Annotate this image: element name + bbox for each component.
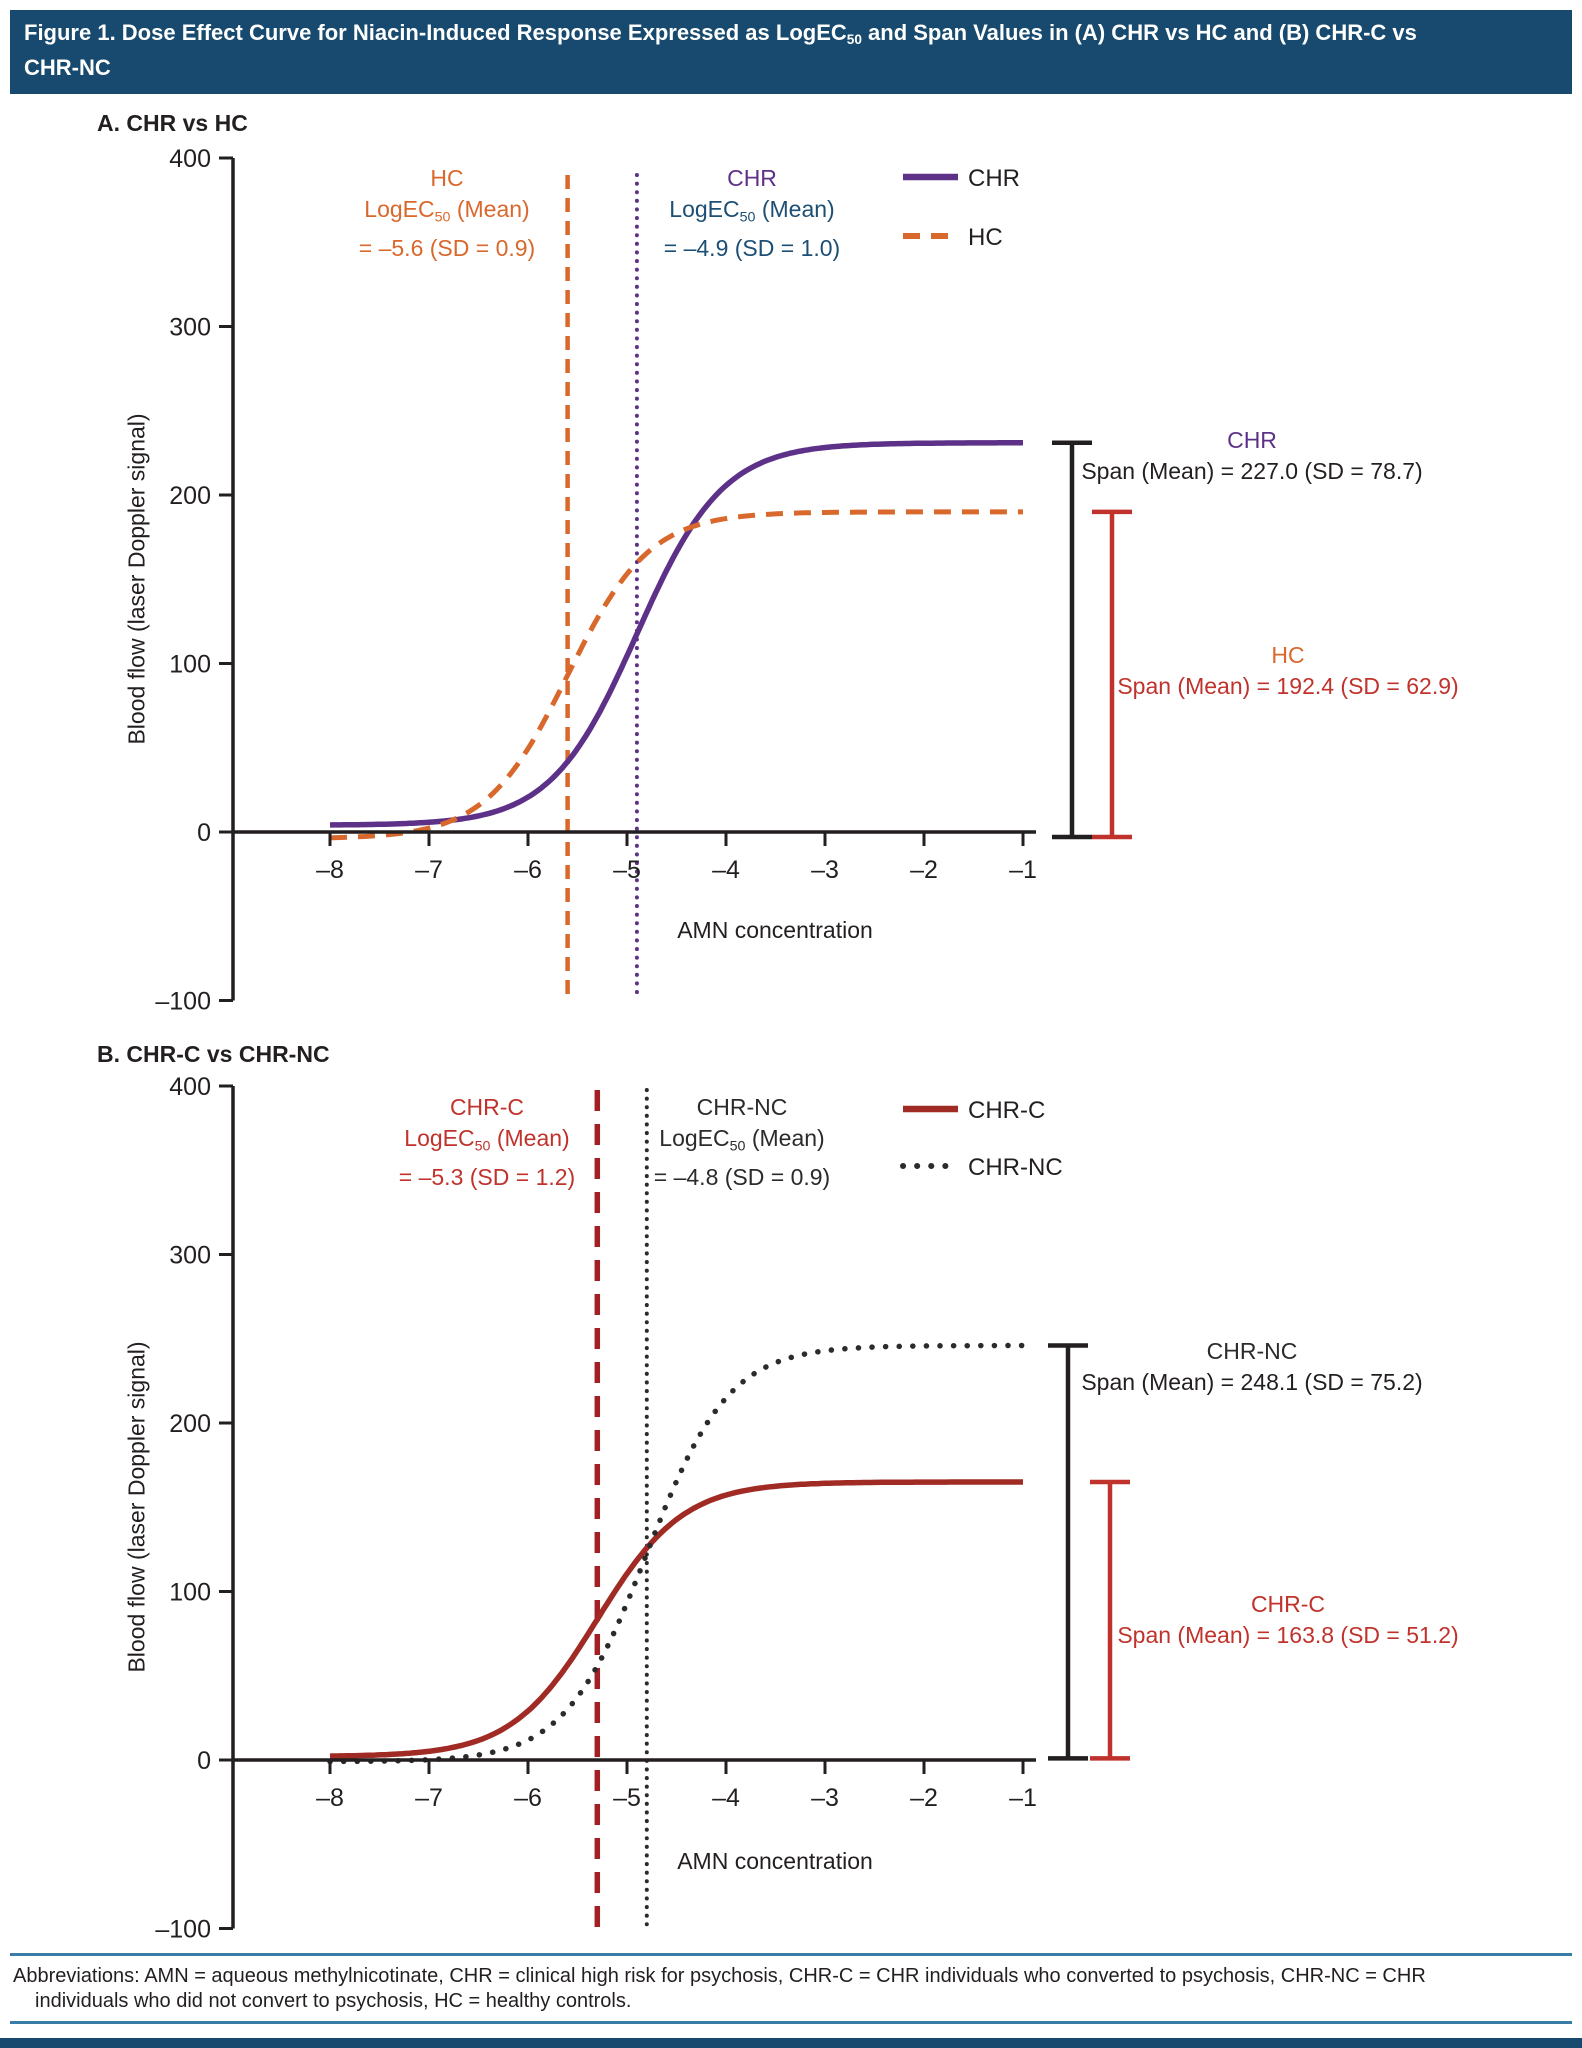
y-tick-label: 200	[169, 1410, 211, 1438]
y-tick-label: 300	[169, 313, 211, 342]
x-tick-label: –3	[811, 1784, 839, 1812]
annotation-line: = –5.3 (SD = 1.2)	[398, 1164, 576, 1191]
x-tick-label: –8	[316, 856, 344, 884]
curve-HC	[330, 512, 1023, 838]
annotation-title: CHR-C	[449, 1094, 525, 1120]
x-tick-label: –3	[811, 856, 839, 884]
footer-top-rule	[10, 1953, 1572, 1956]
y-tick-label: –100	[155, 987, 211, 1016]
y-tick-label: 0	[197, 819, 211, 847]
annotation-title: CHR	[727, 165, 777, 191]
panel-b-chrc-span-annotation	[1117, 1589, 1458, 1651]
panel-b-chrnc-span-annotation	[1081, 1336, 1422, 1398]
annotation-line: Span (Mean) = 192.4 (SD = 62.9)	[1117, 673, 1459, 699]
x-tick-label: –7	[415, 856, 443, 884]
panel-b-chrc-logec50-annotation	[399, 1092, 575, 1193]
panel-a-y-axis-label: Blood flow (laser Doppler signal)	[123, 413, 150, 745]
panel-a-title: A. CHR vs HC	[97, 110, 248, 136]
annotation-line: LogEC50 (Mean)	[404, 1125, 570, 1155]
curve-CHR-NC	[330, 1346, 1023, 1762]
annotation-title: HC	[430, 165, 464, 191]
annotation-title: CHR-NC	[1206, 1338, 1298, 1364]
x-tick-label: –7	[415, 1784, 443, 1812]
y-tick-label: 100	[169, 650, 211, 679]
annotation-line: LogEC50 (Mean)	[659, 1125, 825, 1155]
annotation-title: CHR	[1227, 427, 1277, 453]
x-tick-label: –6	[514, 1784, 542, 1812]
legend-label-HC: HC	[968, 224, 1003, 251]
annotation-line: LogEC50 (Mean)	[669, 196, 835, 226]
legend-label-CHR-NC: CHR-NC	[968, 1154, 1063, 1181]
footer-bottom-rule	[10, 2021, 1572, 2024]
bottom-section-bar	[0, 2038, 1582, 2048]
panel-b-chrnc-logec50-annotation	[654, 1092, 830, 1193]
panel-a-chr-span-annotation	[1081, 425, 1422, 487]
annotation-line: = –4.8 (SD = 0.9)	[653, 1164, 831, 1191]
y-tick-label: –100	[155, 1915, 211, 1944]
footer-abbreviations: Abbreviations: AMN = aqueous methylnicotinate, CHR = clinical high risk for psychosis, CHR-C = CHR individuals who converted to psychosis, CHR-NC = CHR individuals who did not convert to psychosis, HC = healthy controls.	[13, 1965, 1426, 2012]
panel-a-x-axis-label: AMN concentration	[677, 917, 873, 943]
x-tick-label: –4	[712, 856, 740, 884]
y-tick-label: 200	[169, 482, 211, 510]
curve-CHR	[330, 443, 1023, 825]
legend-label-CHR: CHR	[968, 165, 1020, 192]
legend-label-CHR-C: CHR-C	[968, 1097, 1046, 1124]
annotation-title: HC	[1271, 642, 1305, 668]
x-tick-label: –6	[514, 856, 542, 884]
x-tick-label: –8	[316, 1784, 344, 1812]
curve-CHR-C	[330, 1482, 1023, 1756]
panel-b-title: B. CHR-C vs CHR-NC	[97, 1041, 330, 1067]
panel-a-hc-span-annotation	[1117, 640, 1458, 702]
x-tick-label: –2	[910, 1784, 938, 1812]
annotation-line: Span (Mean) = 163.8 (SD = 51.2)	[1117, 1622, 1459, 1648]
y-tick-label: 400	[169, 1073, 211, 1101]
y-tick-label: 0	[197, 1747, 211, 1775]
annotation-title: CHR-NC	[696, 1094, 788, 1120]
annotation-line: Span (Mean) = 227.0 (SD = 78.7)	[1081, 458, 1423, 484]
x-tick-label: –1	[1009, 1784, 1037, 1812]
x-tick-label: –5	[613, 856, 641, 884]
y-tick-label: 100	[169, 1578, 211, 1607]
y-tick-label: 300	[169, 1241, 211, 1270]
annotation-line: LogEC50 (Mean)	[364, 196, 530, 226]
annotation-line: Span (Mean) = 248.1 (SD = 75.2)	[1081, 1369, 1423, 1395]
annotation-line: = –5.6 (SD = 0.9)	[358, 235, 536, 262]
annotation-line: = –4.9 (SD = 1.0)	[663, 235, 841, 262]
panel-a-chr-logec50-annotation	[664, 163, 840, 264]
panel-b-x-axis-label: AMN concentration	[677, 1848, 873, 1874]
x-tick-label: –2	[910, 856, 938, 884]
x-tick-label: –1	[1009, 856, 1037, 884]
panel-b-y-axis-label: Blood flow (laser Doppler signal)	[123, 1341, 150, 1673]
panel-a-hc-logec50-annotation	[359, 163, 535, 264]
annotation-title: CHR-C	[1250, 1591, 1326, 1617]
y-tick-label: 400	[169, 145, 211, 173]
figure-title: Figure 1. Dose Effect Curve for Niacin-Induced Response Expressed as LogEC50 and Span Values in (A) CHR vs HC and (B) CHR-C vs CHR-NC	[24, 20, 1417, 80]
x-tick-label: –4	[712, 1784, 740, 1812]
x-tick-label: –5	[613, 1784, 641, 1812]
